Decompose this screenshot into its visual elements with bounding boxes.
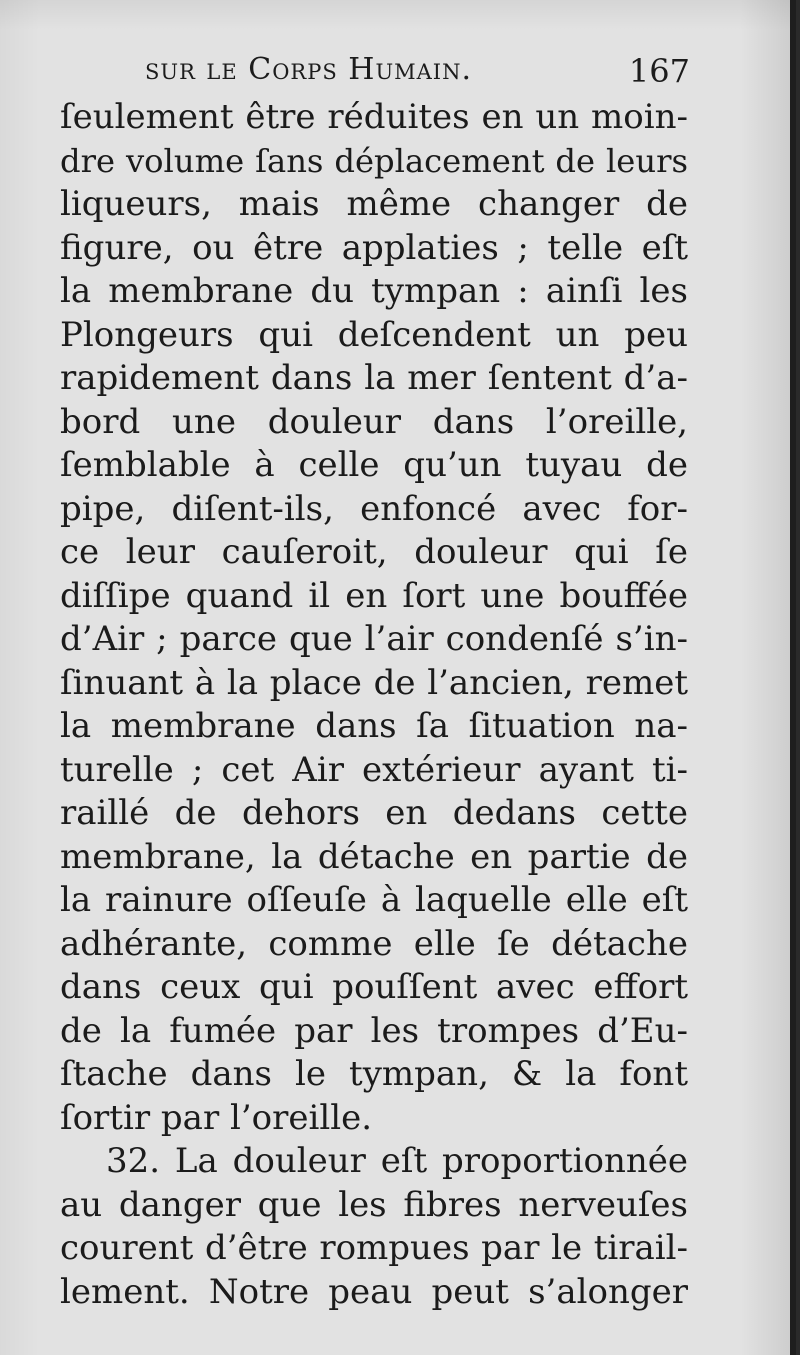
text-line: la membrane du tympan : ainſi les bbox=[60, 271, 688, 311]
text-line: ſinuant à la place de l’ancien, remet bbox=[60, 662, 688, 703]
paragraph-end-line: ſortir par l’oreille. bbox=[60, 1097, 373, 1138]
text-line: dre volume ſans déplacement de leurs bbox=[60, 141, 688, 180]
text-line: ſemblable à celle qu’un tuyau de bbox=[60, 445, 688, 485]
page-header bbox=[145, 52, 690, 96]
text-line: ce leur cauſeroit, douleur qui ſe bbox=[60, 532, 688, 572]
text-line: lement. Notre peau peut s’alonger bbox=[60, 1271, 688, 1312]
text-line: la membrane dans ſa ſituation na- bbox=[60, 706, 688, 746]
page-number: 167 bbox=[628, 52, 690, 90]
paragraph-start-line: 32. La douleur eſt proportionnée bbox=[106, 1141, 688, 1181]
text-line: rapidement dans la mer ſentent d’a- bbox=[60, 358, 688, 398]
running-title: sur le Corps Humain. bbox=[145, 52, 473, 87]
text-line: figure, ou être applaties ; telle eſt bbox=[60, 227, 688, 268]
body-text bbox=[60, 96, 688, 1314]
text-line: membrane, la détache en partie de bbox=[60, 836, 688, 877]
text-line: Plongeurs qui deſcendent un peu bbox=[60, 314, 688, 355]
text-line: ſtache dans le tympan, & la font bbox=[60, 1054, 688, 1094]
text-line: adhérante, comme elle ſe détache bbox=[60, 923, 688, 964]
text-line: liqueurs, mais même changer de bbox=[60, 184, 688, 224]
page-edge-shadow bbox=[790, 0, 796, 1355]
text-line: dans ceux qui pouſſent avec effort bbox=[60, 967, 688, 1007]
text-line: ſeulement être réduites en un moin- bbox=[60, 97, 688, 137]
text-line: bord une douleur dans l’oreille, bbox=[60, 401, 688, 442]
text-line: courent d’être rompues par le tirail- bbox=[60, 1228, 688, 1268]
text-line: turelle ; cet Air extérieur ayant ti- bbox=[60, 749, 688, 790]
text-line: la rainure oſſeuſe à laquelle elle eſt bbox=[60, 880, 688, 920]
text-line: diſſipe quand il en ſort une bouffée bbox=[60, 575, 688, 616]
text-line: pipe, diſent-ils, enfoncé avec for- bbox=[60, 488, 688, 529]
text-line: au danger que les fibres nerveuſes bbox=[60, 1184, 688, 1225]
text-line: raillé de dehors en dedans cette bbox=[60, 793, 688, 833]
text-line: d’Air ; parce que l’air condenſé s’in- bbox=[60, 619, 688, 659]
text-line: de la fumée par les trompes d’Eu- bbox=[60, 1010, 688, 1051]
